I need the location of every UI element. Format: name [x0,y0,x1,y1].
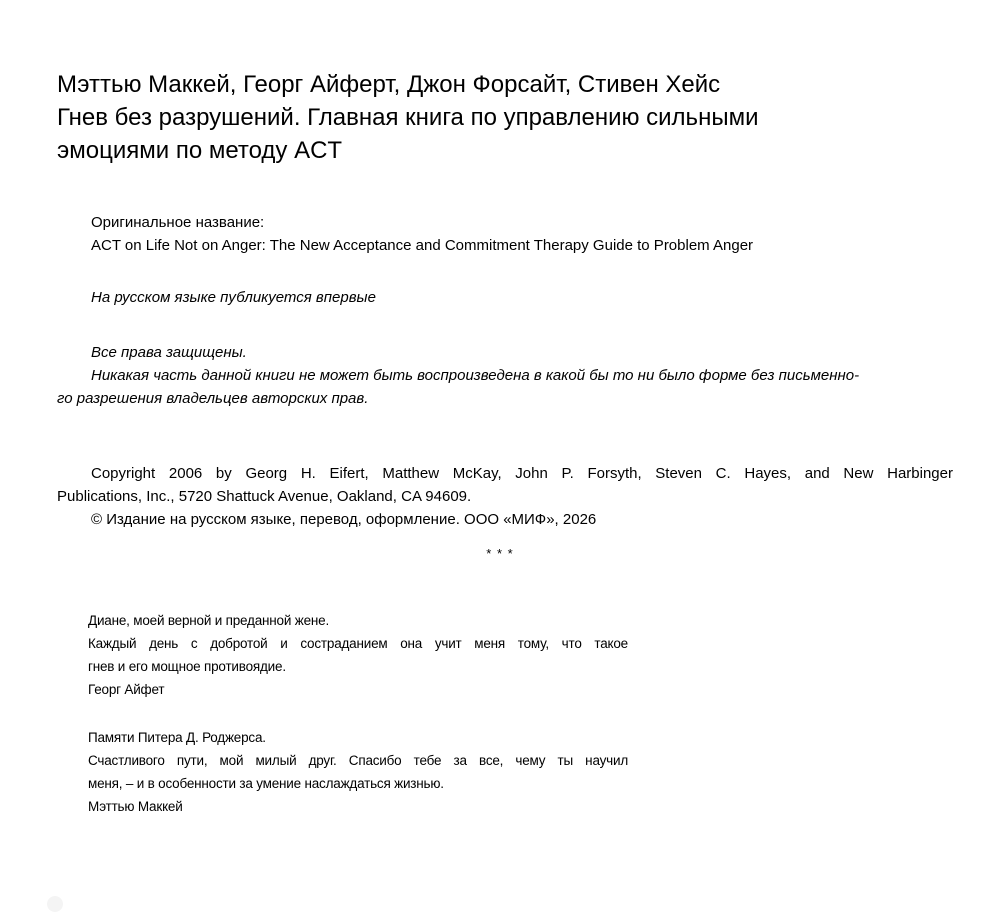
rights-notice-line-2: го разрешения владельцев авторских прав. [57,390,369,407]
copyright-block [57,462,953,531]
original-title-block [57,211,953,257]
first-publication-note: На русском языке публикуется впервые [91,289,376,306]
book-title-line-1: Гнев без разрушений. Главная книга по управлению сильными [57,104,759,131]
dedication-georg-line-3: гнев и его мощное противоядие. [88,659,286,674]
dedication-georg [88,609,628,701]
book-authors: Мэттью Маккей, Георг Айферт, Джон Форсайт, Стивен Хейс [57,71,721,98]
dedication-matthew-signature: Мэттью Маккей [88,799,183,814]
copyright-line-2: Publications, Inc., 5720 Shattuck Avenue, Oakland, CA 94609. [57,488,472,505]
copyright-line-1: Copyright 2006 by Georg H. Eifert, Matthew McKay, John P. Forsyth, Steven C. Hayes, and New Harbinger [91,465,953,482]
dedication-matthew-line-1: Памяти Питера Д. Роджерса. [88,730,266,745]
original-title-name: ACT on Life Not on Anger: The New Acceptance and Commitment Therapy Guide to Problem Anger [91,237,754,254]
dedication-matthew-line-2: Счастливого пути, мой милый друг. Спасибо тебе за все, чему ты научил [88,753,628,768]
section-separator: * * * [486,546,514,561]
book-title-block [57,68,957,167]
book-title-line-2: эмоциями по методу ACT [57,137,343,164]
original-title-label: Оригинальное название: [91,214,265,231]
rights-reserved: Все права защищены. [91,344,247,361]
copyright-russian-edition: © Издание на русском языке, перевод, оформление. ООО «МИФ», 2026 [91,511,597,528]
dedication-georg-signature: Георг Айфет [88,682,165,697]
rights-notice-line-1: Никакая часть данной книги не может быть воспроизведена в какой бы то ни было форме без письменно- [91,367,860,384]
page-corner-mark [47,896,63,912]
rights-block [57,341,953,410]
dedication-matthew [88,726,628,818]
dedication-matthew-line-3: меня, – и в особенности за умение наслаждаться жизнью. [88,776,444,791]
first-publication-block [57,286,953,309]
dedication-georg-line-1: Диане, моей верной и преданной жене. [88,613,330,628]
dedication-georg-line-2: Каждый день с добротой и состраданием она учит меня тому, что такое [88,636,628,651]
